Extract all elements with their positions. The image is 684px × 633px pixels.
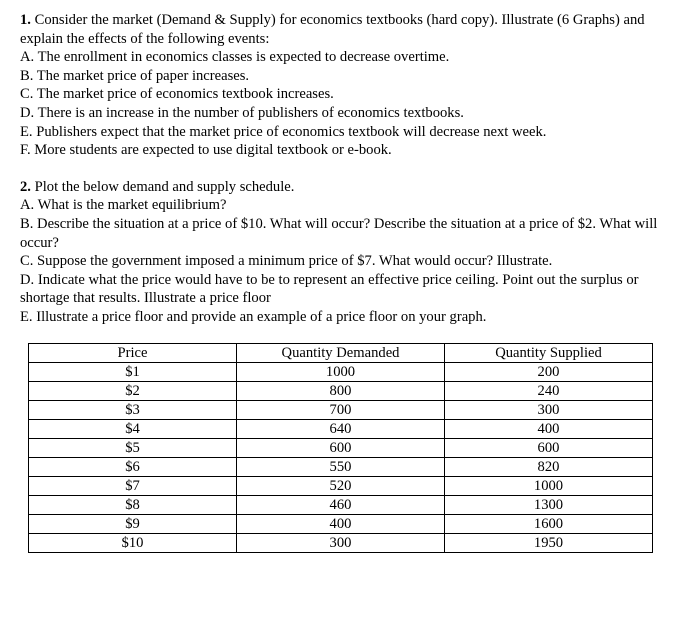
table-row <box>29 534 653 553</box>
question-2-intro <box>20 178 660 197</box>
demand-cell: 550 <box>237 458 445 477</box>
table-header-row <box>29 344 653 363</box>
demand-cell: 700 <box>237 401 445 420</box>
table-row <box>29 439 653 458</box>
table-row <box>29 515 653 534</box>
supply-cell: 240 <box>445 382 653 401</box>
question-2-item-e: E. Illustrate a price floor and provide an example of a price floor on your graph. <box>20 308 487 325</box>
price-cell: $1 <box>29 363 237 382</box>
demand-cell: 460 <box>237 496 445 515</box>
question-1-item-c: C. The market price of economics textbook increases. <box>20 86 334 103</box>
question-1-text: Consider the market (Demand & Supply) for economics textbooks (hard copy). Illustrate (6 Graphs) and explain the effects of the following events: <box>20 12 645 47</box>
demand-cell: 400 <box>237 515 445 534</box>
demand-cell: 520 <box>237 477 445 496</box>
price-cell: $10 <box>29 534 237 553</box>
question-2-number: 2. <box>20 178 31 195</box>
supply-cell: 820 <box>445 458 653 477</box>
price-cell: $2 <box>29 382 237 401</box>
header-quantity-demanded: Quantity Demanded <box>237 344 445 363</box>
table-row <box>29 382 653 401</box>
table-row <box>29 458 653 477</box>
supply-cell: 200 <box>445 363 653 382</box>
price-cell: $5 <box>29 439 237 458</box>
question-2-item-c: C. Suppose the government imposed a minimum price of $7. What would occur? Illustrate. <box>20 253 553 270</box>
demand-cell: 1000 <box>237 363 445 382</box>
supply-cell: 1600 <box>445 515 653 534</box>
question-1-item-d: D. There is an increase in the number of publishers of economics textbooks. <box>20 104 464 121</box>
header-quantity-supplied: Quantity Supplied <box>445 344 653 363</box>
table-row <box>29 496 653 515</box>
price-cell: $6 <box>29 458 237 477</box>
question-2 <box>20 178 660 327</box>
price-cell: $9 <box>29 515 237 534</box>
question-1-number: 1. <box>20 12 31 28</box>
price-cell: $8 <box>29 496 237 515</box>
question-2-item-b: B. Describe the situation at a price of $10. What will occur? Describe the situation at a price of $2. What will occur? <box>20 215 658 251</box>
supply-cell: 1950 <box>445 534 653 553</box>
question-1 <box>20 11 660 160</box>
question-1-item-f: F. More students are expected to use digital textbook or e-book. <box>20 142 392 159</box>
question-1-item-e: E. Publishers expect that the market price of economics textbook will decrease next week. <box>20 123 547 140</box>
supply-cell: 300 <box>445 401 653 420</box>
table-row <box>29 420 653 439</box>
supply-cell: 1000 <box>445 477 653 496</box>
price-cell: $3 <box>29 401 237 420</box>
question-2-text: Plot the below demand and supply schedule. <box>34 178 295 195</box>
question-2-item-d: D. Indicate what the price would have to be to represent an effective price ceiling. Point out the surplus or shortage that results. Illustrate a price floor <box>20 271 639 307</box>
question-1-item-a: A. The enrollment in economics classes is expected to decrease overtime. <box>20 49 450 66</box>
demand-cell: 600 <box>237 439 445 458</box>
demand-cell: 300 <box>237 534 445 553</box>
price-cell: $4 <box>29 420 237 439</box>
supply-cell: 400 <box>445 420 653 439</box>
question-1-intro <box>20 11 660 48</box>
supply-cell: 600 <box>445 439 653 458</box>
table-row <box>29 363 653 382</box>
paragraph-gap <box>20 160 660 178</box>
schedule-table <box>28 343 653 553</box>
demand-cell: 800 <box>237 382 445 401</box>
question-1-item-b: B. The market price of paper increases. <box>20 67 250 84</box>
header-price: Price <box>29 344 237 363</box>
supply-cell: 1300 <box>445 496 653 515</box>
price-cell: $7 <box>29 477 237 496</box>
table-row <box>29 477 653 496</box>
document-body <box>20 11 660 327</box>
demand-cell: 640 <box>237 420 445 439</box>
question-2-item-a: A. What is the market equilibrium? <box>20 197 227 214</box>
table-row <box>29 401 653 420</box>
